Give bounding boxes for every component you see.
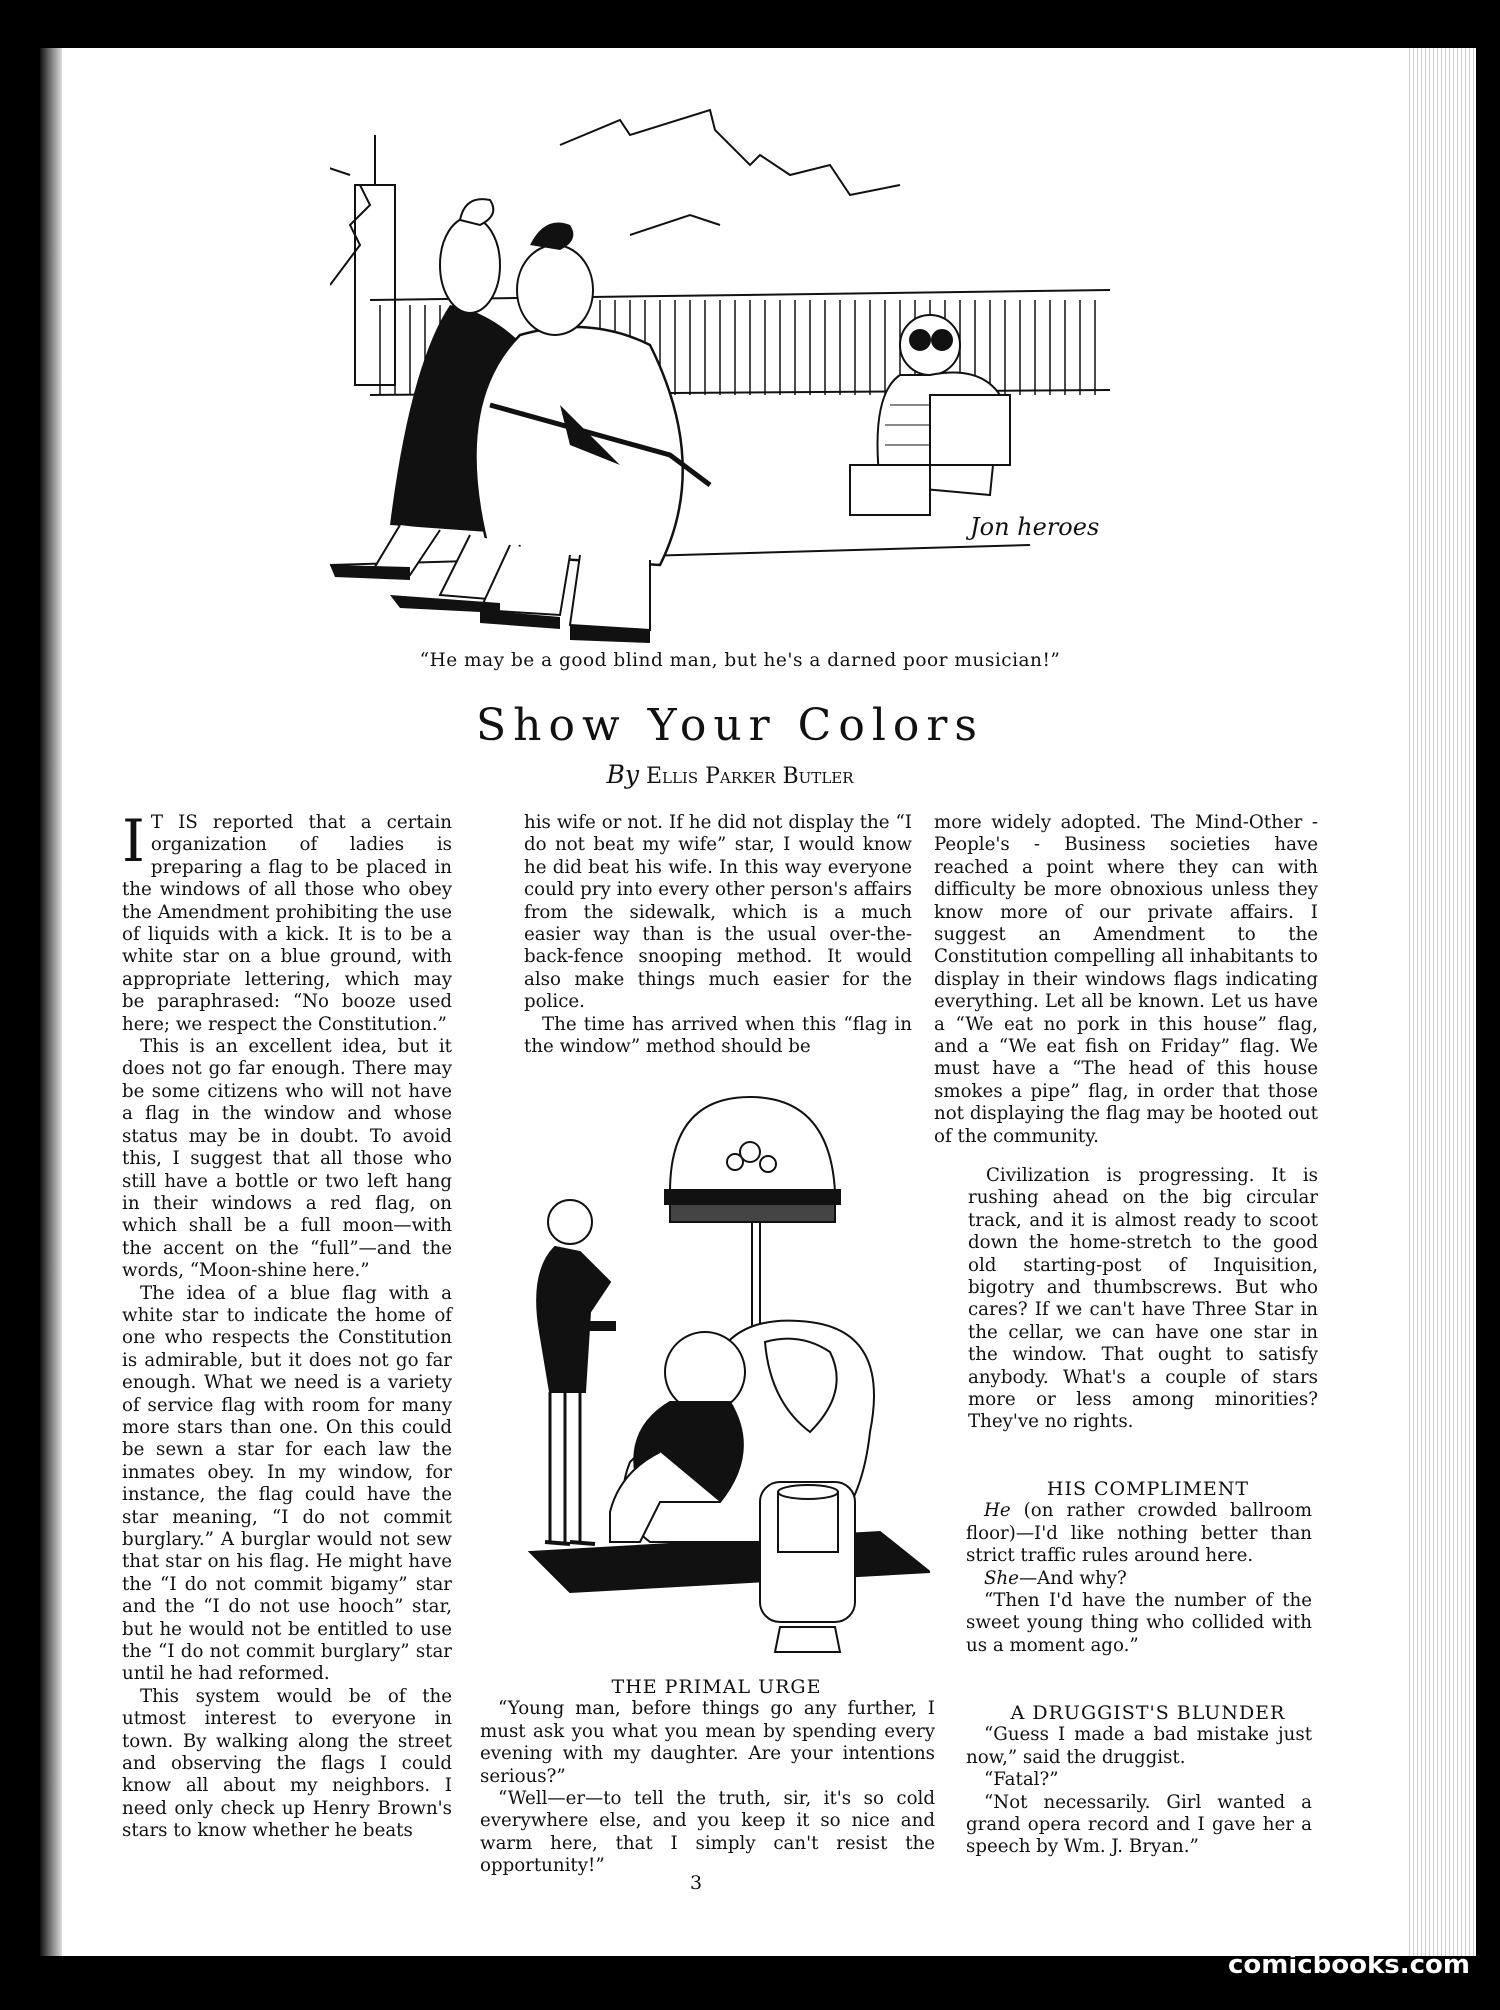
primal-urge-illustration bbox=[510, 1072, 930, 1672]
she-text: —And why? bbox=[1018, 1567, 1127, 1589]
drop-cap: I bbox=[122, 807, 145, 875]
column-3-paragraph-1: more widely adopted. The Mind-Other - People's - Business societies have reached a point where they can with difficulty be more obnoxious unless they know more of our private affairs. I suggest an Amendment to the Constitution compelling all inhabitants to display in their windows flags indicating everything. Let all be known. Let us have a “We eat no pork in this house” flag, and a “We eat fish on Friday” flag. We must have a “The head of this house smokes a pipe” flag, in order that those not displaying the flag may be hooted out of the community. bbox=[934, 812, 1318, 1147]
top-cartoon-illustration bbox=[330, 105, 1120, 650]
his-compliment-heading: HIS COMPLIMENT bbox=[1046, 1478, 1250, 1500]
he-label: He bbox=[984, 1500, 1011, 1522]
watermark: comicbooks.com bbox=[1227, 1950, 1470, 1980]
column-2-paragraph-2: The time has arrived when this “flag in the window” method should be bbox=[524, 1013, 912, 1058]
druggist-heading: A DRUGGIST'S BLUNDER bbox=[1010, 1702, 1286, 1724]
author-name: Ellis Parker Butler bbox=[645, 764, 854, 789]
she-label: She bbox=[984, 1567, 1019, 1589]
artist-signature: Jon heroes bbox=[970, 513, 1100, 541]
column-1-paragraph-4: This system would be of the utmost interest to everyone in town. By walking along the street and observing the flags I could know all about my neighbors. I need only check up Henry Brown's stars to know whether he beats bbox=[122, 1685, 452, 1842]
article-column-3-continued bbox=[968, 1165, 1318, 1434]
column-3-paragraph-2: Civilization is progressing. It is rushing ahead on the big circular track, and it is almost ready to scoot down the home-stretch to the good old starting-post of Inquisition, bigotry and thumbscrews. But who cares? If we can't have Three Star in the cellar, we can have one star in the window. That ought to satisfy anybody. What's a couple of stars more or less among minorities? They've no rights. bbox=[968, 1165, 1318, 1433]
druggist-section bbox=[966, 1702, 1312, 1859]
primal-urge-line-1: “Young man, before things go any further, I must ask you what you mean by spending every evening with my daughter. Are your intentions serious?” bbox=[480, 1698, 935, 1787]
article-title: Show Your Colors bbox=[475, 700, 985, 751]
druggist-line-2: “Fatal?” bbox=[984, 1769, 1059, 1791]
column-1-paragraph-2: This is an excellent idea, but it does not go far enough. There may be some citizens who will not have a flag in the window and whose status may be in doubt. To avoid this, I suggest that all those who still have a bottle or two left hang in their windows a red flag, on which shall be a full moon—with the accent on the “full”—and the words, “Moon-shine here.” bbox=[122, 1036, 452, 1282]
page-edges bbox=[1406, 48, 1476, 1956]
his-compliment-section bbox=[966, 1478, 1312, 1657]
he-text: (on rather crowded ballroom floor)—I'd like nothing better than strict traffic rules around here. bbox=[966, 1500, 1312, 1567]
article-column-1 bbox=[122, 807, 452, 1843]
druggist-line-1: “Guess I made a bad mistake just now,” said the druggist. bbox=[966, 1724, 1312, 1768]
article-column-3 bbox=[934, 812, 1318, 1148]
column-1-paragraph-3: The idea of a blue flag with a white star to indicate the home of one who respects the Constitution is admirable, but it does not go far enough. What we need is a variety of service flag with room for many more stars than one. On this could be sewn a star for each law the inmates obey. In my window, for instance, the flag could have the star meaning, “I do not commit burglary.” A burglar would not sew that star on his flag. He might have the “I do not commit bigamy” star and the “I do not use hooch” star, but he would not be entitled to use the “I do not commit burglary” star until he had reformed. bbox=[122, 1282, 452, 1685]
compliment-reply: “Then I'd have the number of the sweet young thing who collided with us a moment ago.” bbox=[966, 1590, 1312, 1656]
page-number: 3 bbox=[690, 1872, 703, 1894]
article-byline bbox=[300, 760, 1160, 789]
druggist-line-3: “Not necessarily. Girl wanted a grand opera record and I gave her a speech by Wm. J. Bryan.” bbox=[966, 1791, 1312, 1858]
book-spine bbox=[40, 48, 62, 1956]
byline-prefix: By bbox=[606, 760, 639, 789]
primal-urge-heading: THE PRIMAL URGE bbox=[611, 1676, 822, 1698]
primal-urge-section bbox=[480, 1676, 935, 1878]
column-2-paragraph-1: his wife or not. If he did not display the “I do not beat my wife” star, I would know he did beat his wife. In this way everyone could pry into every other person's affairs from the sidewalk, which is a much easier way than is the usual over-the-back-fence snooping method. It would also make things much easier for the police. bbox=[524, 812, 912, 1013]
primal-urge-line-2: “Well—er—to tell the truth, sir, it's so cold everywhere else, and you keep it so nice and warm here, that I simply can't resist the opportunity!” bbox=[480, 1788, 935, 1877]
article-column-2 bbox=[524, 812, 912, 1058]
column-1-paragraph-1: T IS reported that a certain organization of ladies is preparing a flag to be placed in the windows of all those who obey the Amendment prohibiting the use of liquids with a kick. It is to be a white star on a blue ground, with appropriate lettering, which may be paraphrased: “No booze used here; we respect the Constitution.” bbox=[122, 812, 452, 1035]
top-cartoon-caption: “He may be a good blind man, but he's a darned poor musician!” bbox=[419, 650, 1061, 671]
